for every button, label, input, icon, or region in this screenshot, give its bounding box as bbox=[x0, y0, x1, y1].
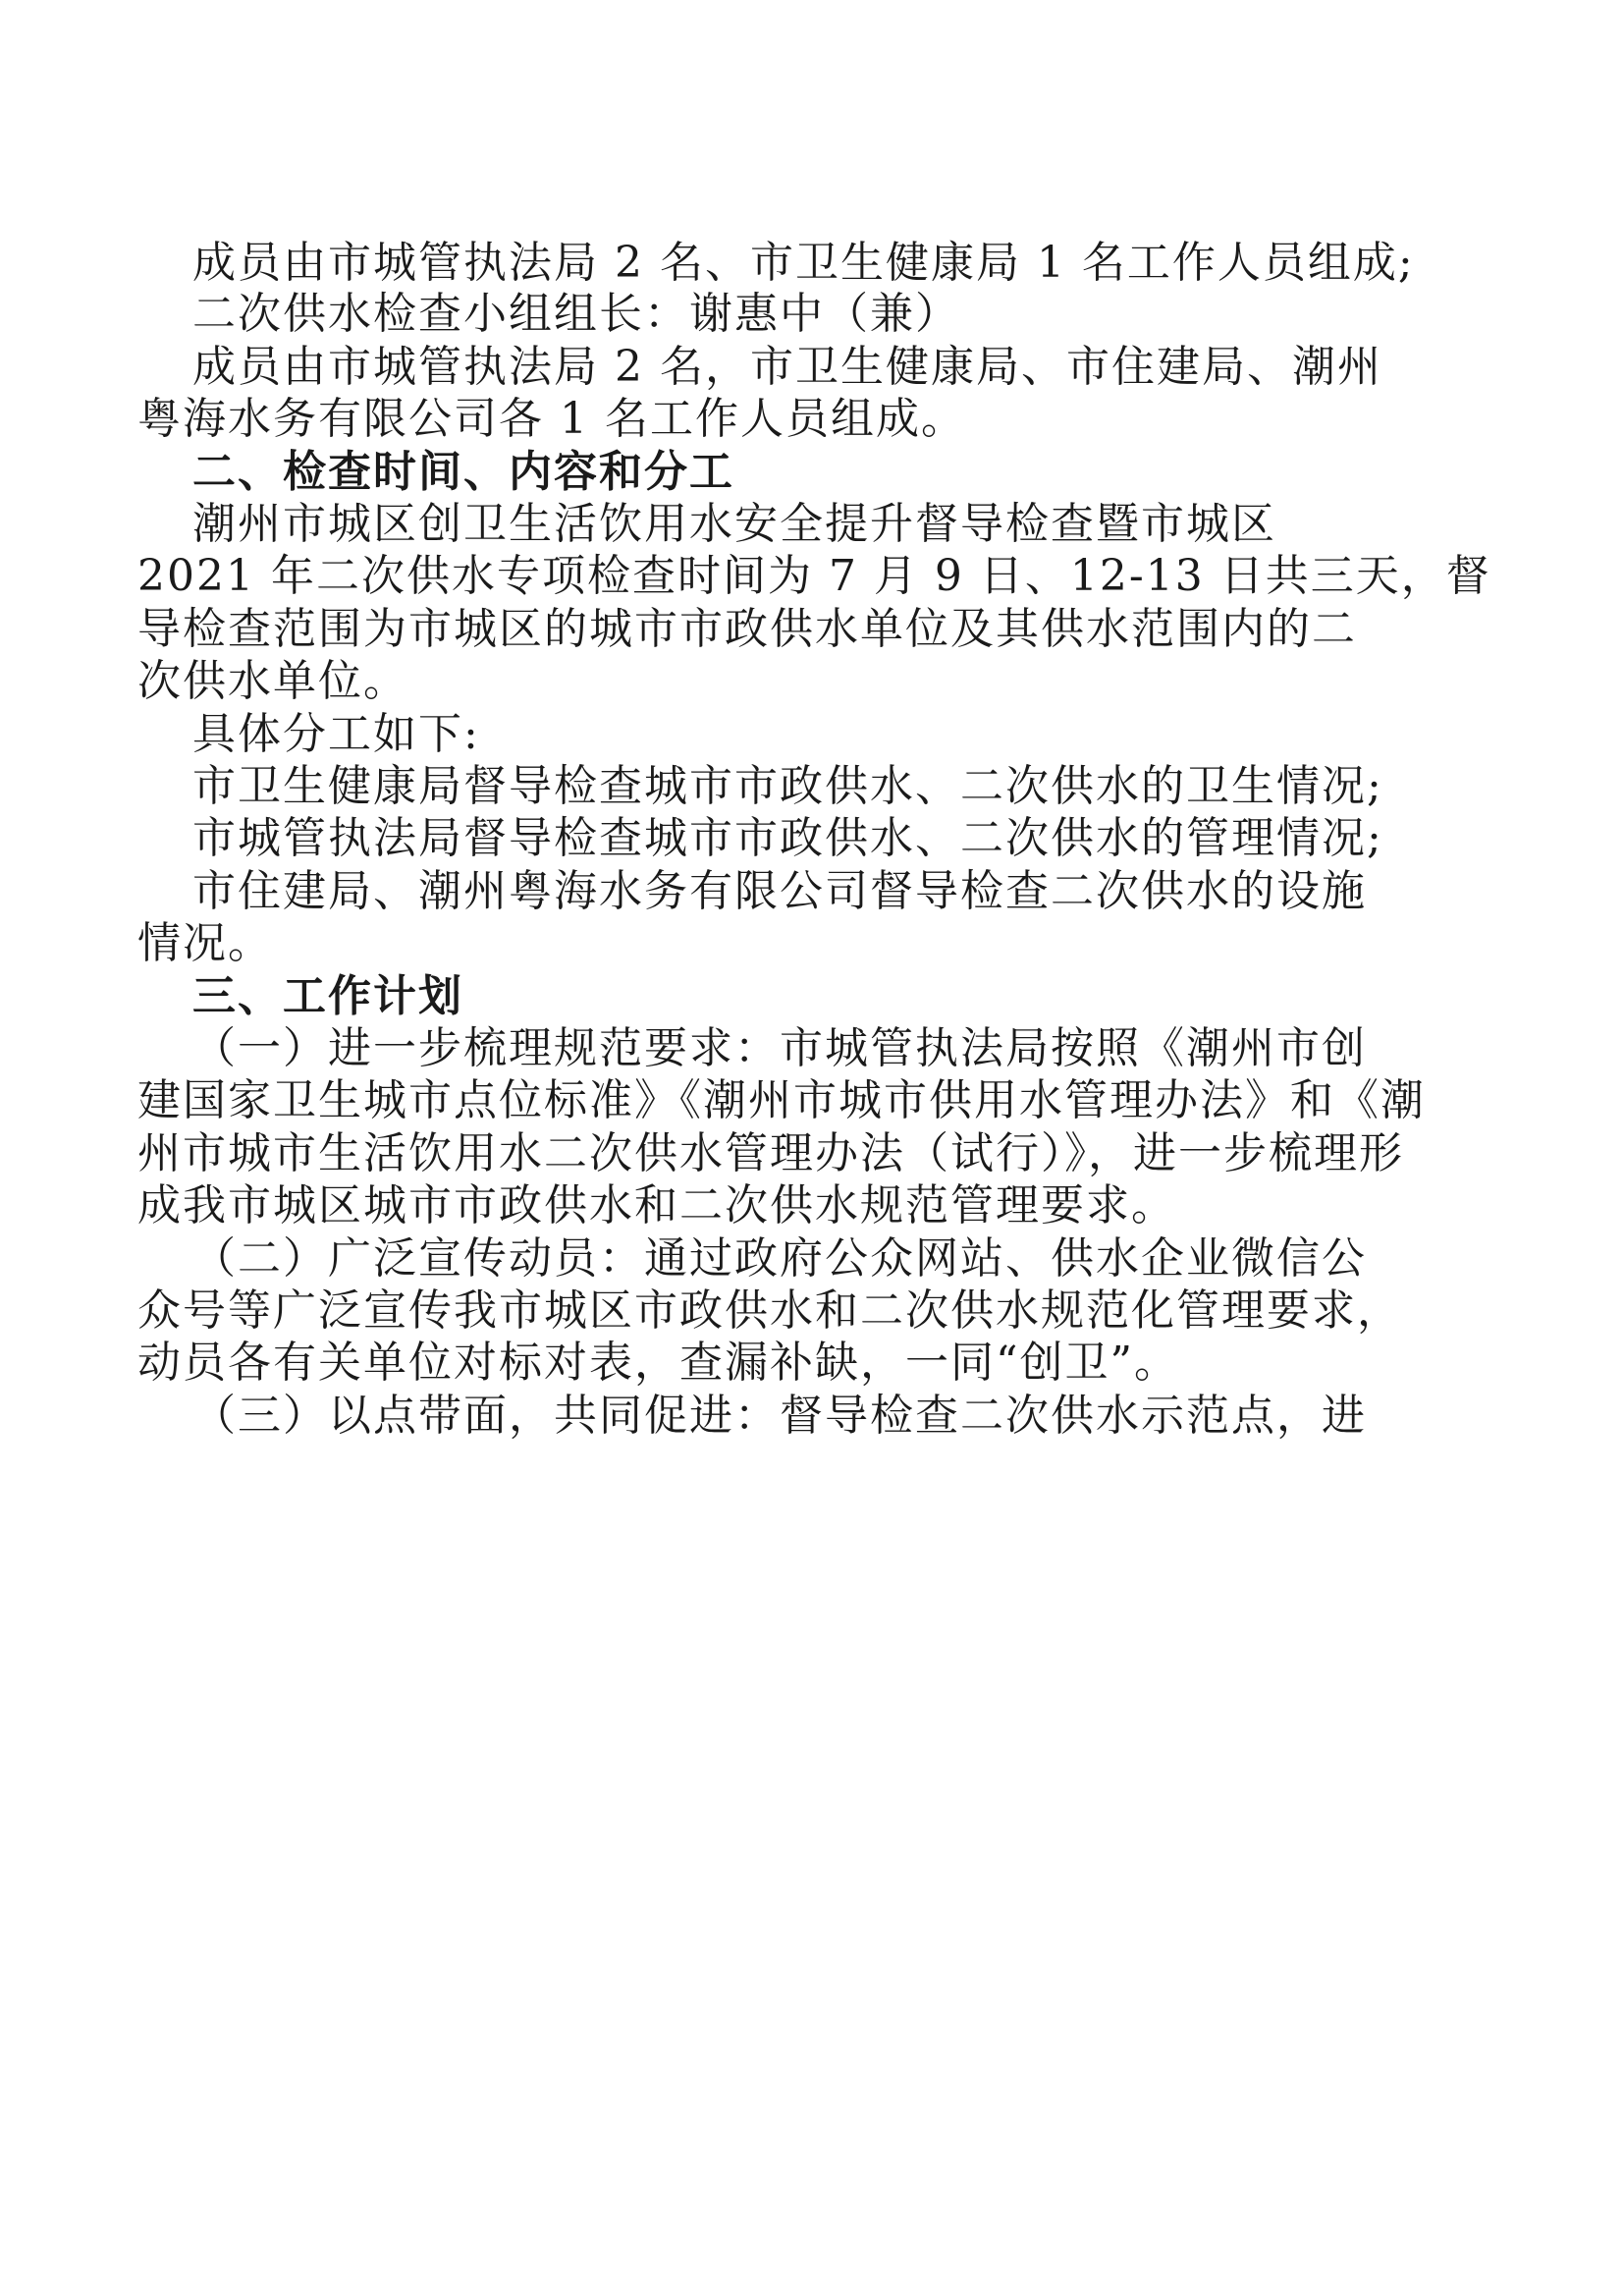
text-line: 导检查范围为市城区的城市市政供水单位及其供水范围内的二 bbox=[137, 604, 1357, 654]
text-line: 成员由市城管执法局 2 名，市卫生健康局、市住建局、潮州 bbox=[192, 342, 1382, 392]
text-line: （三）以点带面，共同促进：督导检查二次供水示范点，进 bbox=[192, 1391, 1367, 1441]
text-line: 市卫生健康局督导检查城市市政供水、二次供水的卫生情况; bbox=[192, 761, 1383, 811]
text-line: 具体分工如下: bbox=[192, 709, 480, 759]
text-line: 市住建局、潮州粤海水务有限公司督导检查二次供水的设施 bbox=[192, 866, 1367, 916]
text-line: 情况。 bbox=[137, 918, 273, 968]
section-heading: 二、检查时间、内容和分工 bbox=[192, 447, 734, 497]
text-line: 众号等广泛宣传我市城区市政供水和二次供水规范化管理要求， bbox=[137, 1285, 1402, 1336]
text-line: 成我市城区城市市政供水和二次供水规范管理要求。 bbox=[137, 1180, 1176, 1230]
text-line: 粤海水务有限公司各 1 名工作人员组成。 bbox=[137, 394, 966, 444]
text-line: （二）广泛宣传动员：通过政府公众网站、供水企业微信公 bbox=[192, 1233, 1367, 1284]
text-line: 州市城市生活饮用水二次供水管理办法（试行）》，进一步梳理形 bbox=[137, 1128, 1404, 1178]
text-line: （一）进一步梳理规范要求：市城管执法局按照《潮州市创 bbox=[192, 1023, 1367, 1073]
text-line: 二次供水检查小组组长：谢惠中（兼） bbox=[192, 289, 960, 339]
text-line: 成员由市城管执法局 2 名、市卫生健康局 1 名工作人员组成; bbox=[192, 238, 1415, 288]
text-line: 次供水单位。 bbox=[137, 656, 408, 706]
text-line: 建国家卫生城市点位标准》《潮州市城市供用水管理办法》和《潮 bbox=[137, 1075, 1426, 1125]
text-line: 2021 年二次供水专项检查时间为 7 月 9 日、12-13 日共三天，督 bbox=[137, 551, 1491, 601]
text-line: 动员各有关单位对标对表，查漏补缺，一同“创卫”。 bbox=[137, 1338, 1179, 1388]
text-line: 市城管执法局督导检查城市市政供水、二次供水的管理情况; bbox=[192, 813, 1383, 863]
section-heading: 三、工作计划 bbox=[192, 971, 463, 1021]
text-line: 潮州市城区创卫生活饮用水安全提升督导检查暨市城区 bbox=[192, 499, 1276, 549]
